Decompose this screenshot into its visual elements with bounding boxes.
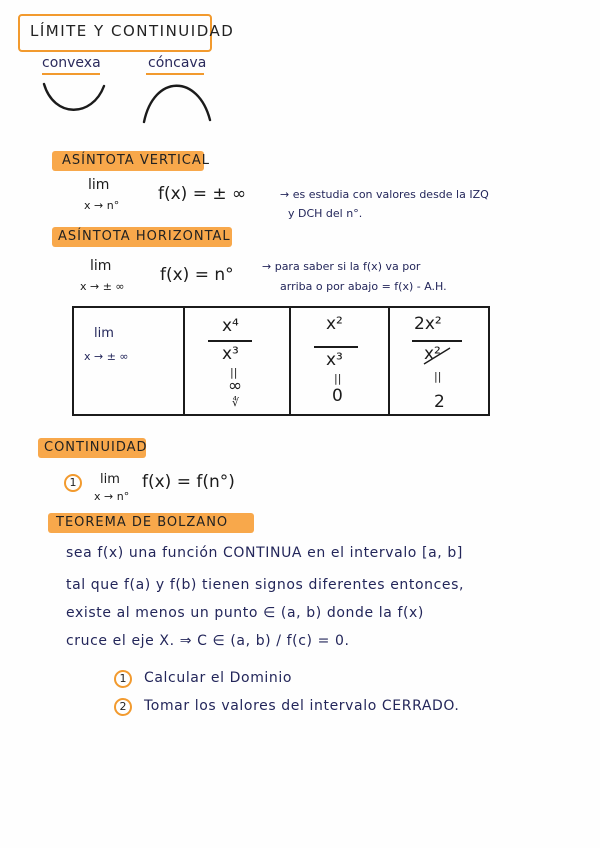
vertical-asymptote-heading: ASÍNTOTA VERTICAL [62, 153, 211, 168]
table-divider [289, 306, 291, 416]
continuity-heading: CONTINUIDAD [44, 440, 148, 455]
strikethrough-icon [420, 344, 456, 368]
continuity-expression: f(x) = f(n°) [142, 472, 235, 492]
bolzano-line: tal que f(a) y f(b) tienen signos diferentes entonces, [66, 577, 465, 593]
table-denominator: x³ [222, 344, 239, 364]
horizontal-lim: lim [90, 258, 112, 274]
horizontal-lim-sub: x → ± ∞ [80, 280, 125, 293]
step-marker: 2 [114, 698, 132, 716]
table-equals: || [434, 370, 442, 383]
convex-label: convexa [42, 55, 101, 71]
step-text: Tomar los valores del intervalo CERRADO. [144, 698, 460, 714]
horizontal-note-line1: → para saber si la f(x) va por [262, 260, 421, 273]
continuity-marker: 1 [64, 474, 82, 492]
step-marker: 1 [114, 670, 132, 688]
bolzano-line: existe al menos un punto ∈ (a, b) donde la f(x) [66, 605, 424, 621]
horizontal-asymptote-heading: ASÍNTOTA HORIZONTAL [58, 229, 231, 244]
continuity-lim-sub: x → n° [94, 490, 130, 503]
page-title: LÍMITE Y CONTINUIDAD [30, 22, 235, 40]
vertical-lim-sub: x → n° [84, 199, 120, 212]
vertical-expression: f(x) = ± ∞ [158, 184, 247, 204]
vertical-lim: lim [88, 177, 110, 193]
bolzano-line: sea f(x) una función CONTINUA en el intervalo [a, b] [66, 545, 463, 561]
table-equals: || [334, 372, 342, 385]
horizontal-note-line2: arriba o por abajo = f(x) - A.H. [280, 280, 447, 293]
concave-curve-icon [140, 74, 214, 126]
table-numerator: x² [326, 314, 343, 334]
continuity-lim: lim [100, 472, 120, 487]
fraction-bar [412, 340, 462, 342]
bolzano-heading: TEOREMA DE BOLZANO [56, 515, 229, 530]
step-text: Calcular el Dominio [144, 670, 293, 686]
table-denominator: x³ [326, 350, 343, 370]
table-lim: lim [94, 326, 114, 341]
horizontal-expression: f(x) = n° [160, 265, 234, 285]
table-result: ∞ [228, 376, 243, 396]
table-result: 2 [434, 392, 445, 412]
table-result: 0 [332, 386, 343, 406]
table-result-note: ∜ [232, 396, 240, 409]
table-denominator: x² [424, 344, 441, 364]
table-lim-sub: x → ± ∞ [84, 350, 129, 363]
table-numerator: x⁴ [222, 316, 239, 336]
table-numerator: 2x² [414, 314, 442, 334]
bolzano-line: cruce el eje X. ⇒ C ∈ (a, b) / f(c) = 0. [66, 633, 350, 649]
table-equals: || [230, 366, 238, 379]
fraction-bar [208, 340, 252, 342]
convex-label-underline [42, 73, 100, 75]
table-divider [183, 306, 185, 416]
convex-curve-icon [40, 78, 110, 118]
vertical-note-line1: → es estudia con valores desde la IZQ [280, 188, 489, 201]
fraction-bar [314, 346, 358, 348]
concave-label: cóncava [148, 55, 207, 71]
table-divider [388, 306, 390, 416]
vertical-note-line2: y DCH del n°. [288, 207, 363, 220]
